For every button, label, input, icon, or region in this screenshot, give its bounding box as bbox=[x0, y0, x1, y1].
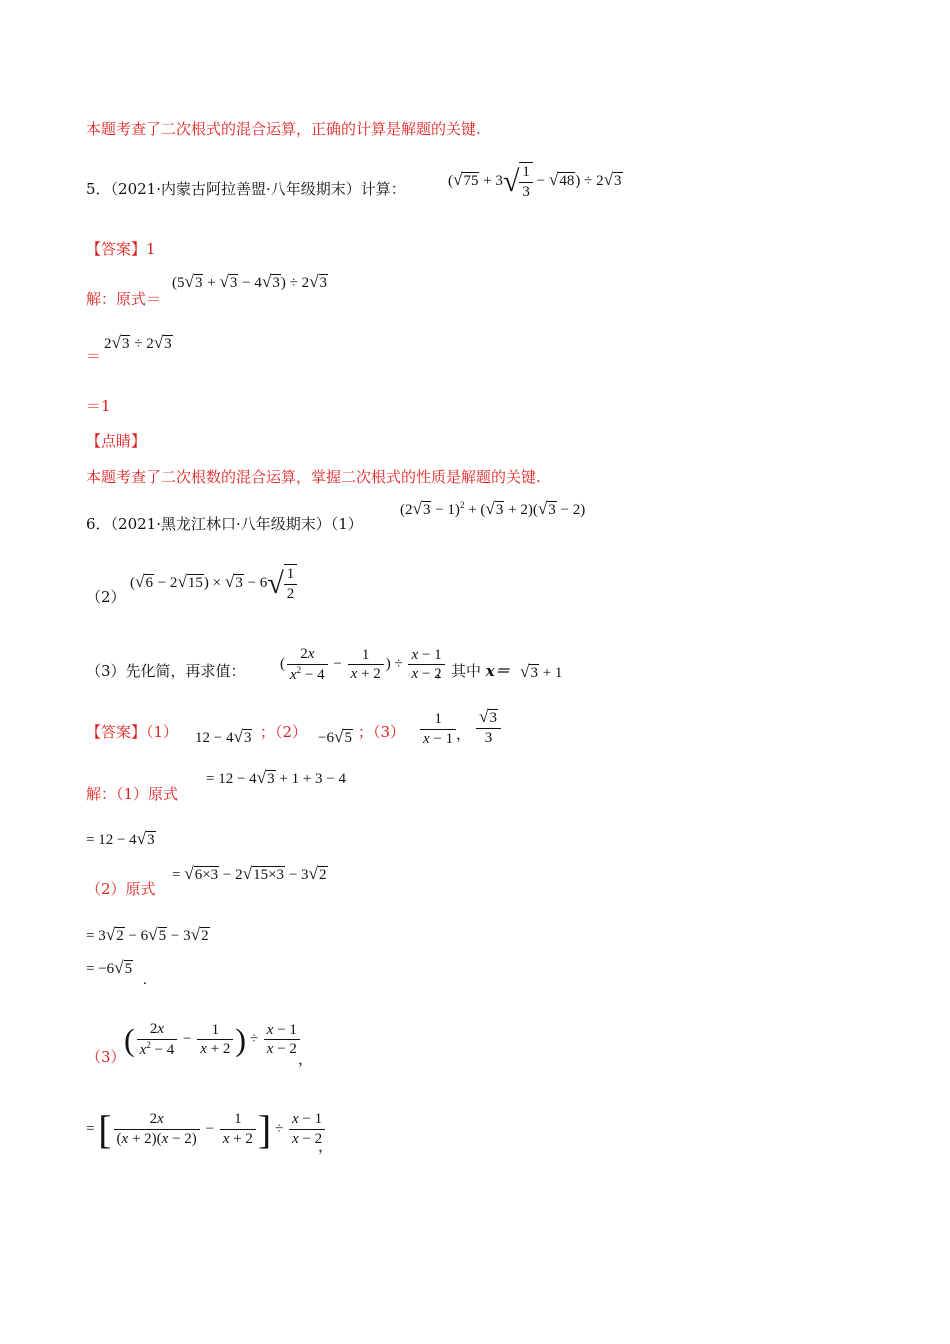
q6-where bbox=[436, 660, 510, 681]
q5-expression: (√75 + 3√ $\frac{1}{3}$ − √48) ÷ 2√3 bbox=[448, 164, 622, 200]
q6-sol2-step1: = √6×3 − 2√15×3 − 3√2 bbox=[172, 864, 327, 883]
q6-ans1: 12 − 4√3 bbox=[195, 727, 252, 746]
q6-part2-label: （2） bbox=[86, 588, 126, 606]
q5-step2: 2√3 ÷ 2√3 bbox=[104, 333, 172, 352]
q6-sol3-label: （3） bbox=[86, 1048, 126, 1066]
q5-answer-value: 1 bbox=[146, 240, 156, 258]
q6-ans-p2: ；（2） bbox=[260, 723, 308, 741]
q6-label: 6．（2021·黑龙江林口·八年级期末）（1） bbox=[86, 515, 363, 533]
q5-note: 本题考查了二次根数的混合运算，掌握二次根式的性质是解题的关键. bbox=[86, 468, 541, 486]
q6-x-value: √3 + 1 bbox=[520, 662, 563, 681]
q6-sol1-step2: = 12 − 4√3 bbox=[86, 829, 155, 848]
q6-sol1-step1: = 12 − 4√3 + 1 + 3 − 4 bbox=[206, 768, 347, 787]
q6-sol2-label: （2）原式 bbox=[86, 880, 156, 898]
q5-answer bbox=[86, 238, 156, 259]
q6-ans3b: $\frac{√3}{3}$ bbox=[474, 706, 503, 748]
q6-expr2: (√6 − 2√15) × √3 − 6√ $\frac{1}{2}$ bbox=[130, 564, 297, 604]
q6-part3-label: （3）先化简，再求值： bbox=[86, 662, 246, 680]
note-prev: 本题考查了二次根式的混合运算，正确的计算是解题的关键. bbox=[86, 120, 481, 138]
q6-sol1-label: 解：（1）原式 bbox=[86, 785, 179, 803]
q6-sol2-step3: = −6√5 bbox=[86, 958, 133, 977]
q6-sol3-comma: ， bbox=[298, 1050, 314, 1068]
q6-x-var: x＝ bbox=[485, 662, 510, 680]
q6-answer-label: 【答案】（1） bbox=[86, 723, 179, 741]
q6-sol2-step2: = 3√2 − 6√5 − 3√2 bbox=[86, 925, 209, 944]
q6-ans3a: $\frac{1}{x - 1}$ bbox=[418, 710, 458, 749]
q5-answer-label: 【答案】 bbox=[86, 240, 147, 258]
q6-where-label: ，其中 bbox=[436, 662, 482, 680]
q5-label: 5．（2021·内蒙古阿拉善盟·八年级期末）计算： bbox=[86, 180, 406, 198]
q6-sol3-step2: = [ $\frac{2x}{(x + 2)(x - 2)}$ − $\frac{1}{x + 2}$ ] ÷ $\frac{x - 1}{x - 2}$ bbox=[86, 1106, 327, 1153]
q5-step1: (5√3 + √3 − 4√3) ÷ 2√3 bbox=[172, 272, 328, 291]
q6-ans2: −6√5 bbox=[318, 727, 352, 746]
q6-expr3: ( $\frac{2x}{x^2 - 4}$ − $\frac{1}{x + 2}$ ) ÷ $\frac{x - 1}{x - 2}$ bbox=[280, 645, 447, 685]
q6-ans-comma: ， bbox=[456, 725, 472, 743]
q6-sol2-period: . bbox=[143, 972, 147, 988]
q5-dianjing: 【点睛】 bbox=[86, 432, 147, 450]
q6-sol3-comma2: ， bbox=[318, 1137, 334, 1155]
q5-step3: ＝1 bbox=[86, 397, 111, 415]
q6-sol3-step1: ( $\frac{2x}{x^2 - 4}$ − $\frac{1}{x + 2}$ ) ÷ $\frac{x - 1}{x - 2}$ bbox=[124, 1020, 302, 1060]
q6-ans-p3: ；（3） bbox=[358, 723, 406, 741]
q6-expr1: $(2√3 - 1)^2 + (√3 + 2)(√3 - 2)$ bbox=[400, 499, 586, 518]
q5-solution-label: 解：原式＝ bbox=[86, 290, 162, 308]
q5-step2-eq: ＝ bbox=[86, 347, 102, 365]
